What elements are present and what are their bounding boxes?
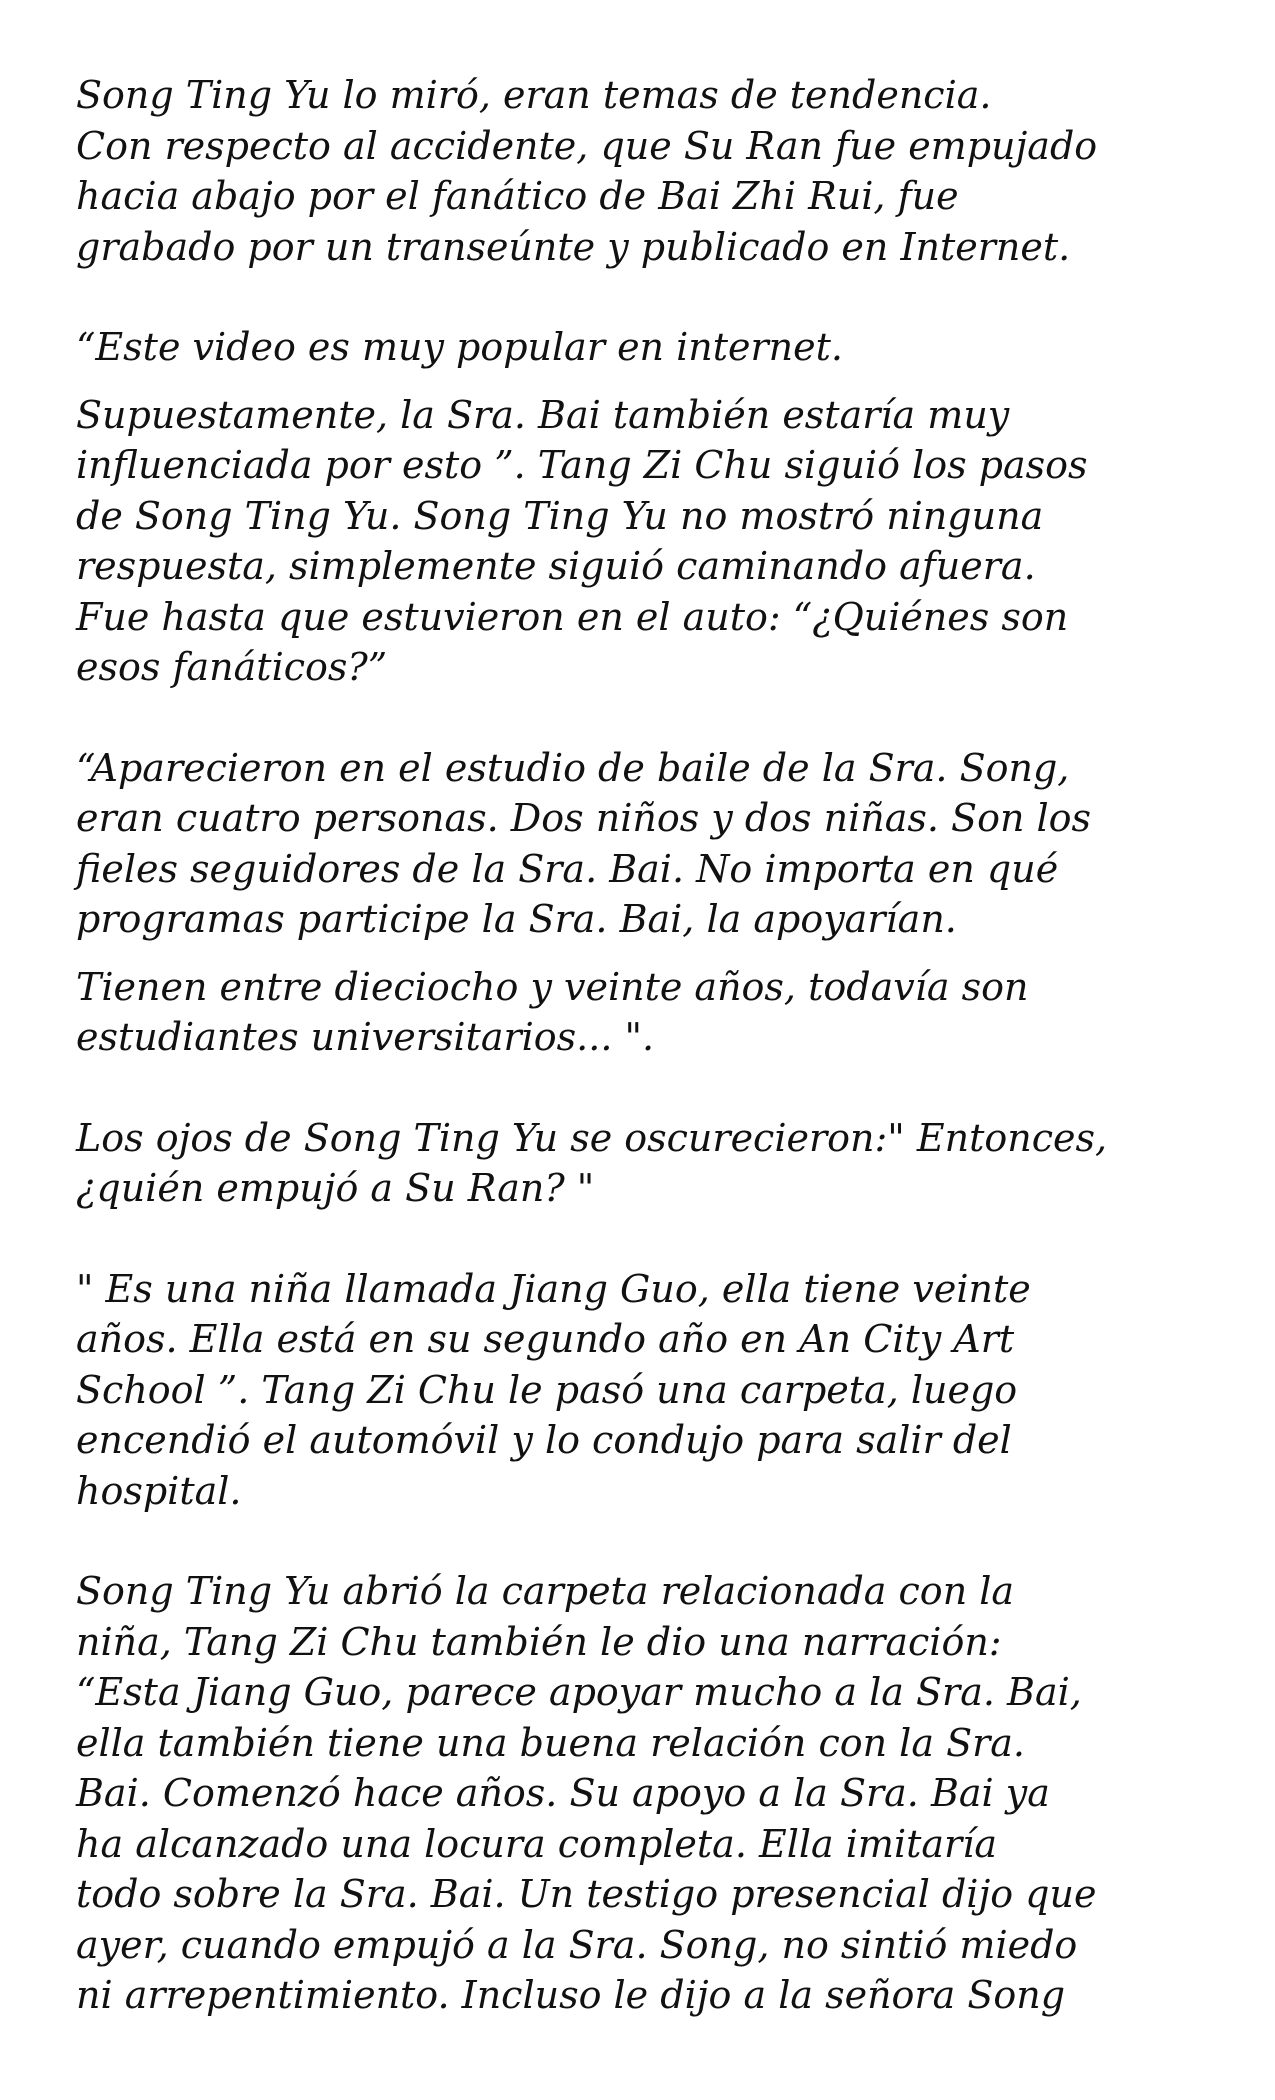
text-line: School ”. Tang Zi Chu le pasó una carpeta, luego (76, 1367, 1018, 1412)
text-line: grabado por un transeúnte y publicado en Internet. (76, 224, 1071, 269)
paragraph-four-people (76, 743, 1215, 945)
text-line: años. Ella está en su segundo año en An City Art (76, 1317, 1015, 1361)
text-line: de Song Ting Yu. Song Ting Yu no mostró ninguna (76, 493, 1044, 538)
text-line: “Este video es muy popular en internet. (76, 325, 843, 369)
text-line: ayer, cuando empujó a la Sra. Song, no sintió miedo (76, 1922, 1078, 1967)
text-line: Supuestamente, la Sra. Bai también estaría muy (76, 392, 1010, 437)
text-line: esos fanáticos?” (76, 645, 388, 689)
paragraph-video-popular (76, 322, 1215, 373)
text-line: “Aparecieron en el estudio de baile de la Sra. Song, (76, 745, 1070, 790)
text-line: estudiantes universitarios... ". (76, 1015, 655, 1059)
paragraph-gap (76, 1516, 1215, 1566)
text-line: hacia abajo por el fanático de Bai Zhi Rui, fue (76, 174, 959, 218)
paragraph-ages (76, 962, 1215, 1063)
text-line: " Es una niña llamada Jiang Guo, ella tiene veinte (76, 1266, 1031, 1311)
text-line: Song Ting Yu lo miró, eran temas de tendencia. (76, 73, 992, 117)
text-line: Los ojos de Song Ting Yu se oscurecieron:" Entonces, (76, 1115, 1108, 1160)
text-line: ni arrepentimiento. Incluso le dijo a la señora Song (76, 1973, 1066, 2017)
text-line: encendió el automóvil y lo condujo para salir del (76, 1418, 1012, 1462)
text-line: fieles seguidores de la Sra. Bai. No importa en qué (76, 846, 1059, 891)
text-line: Bai. Comenzó hace años. Su apoyo a la Sra. Bai ya (76, 1771, 1050, 1815)
paragraph-gap (76, 1063, 1215, 1113)
text-line: niña, Tang Zi Chu también le dio una narración: (76, 1619, 1002, 1664)
paragraph-folder-narration (76, 1566, 1215, 2021)
text-line: ¿quién empujó a Su Ran? " (76, 1166, 595, 1210)
text-line: Song Ting Yu abrió la carpeta relacionada con la (76, 1569, 1015, 1613)
paragraph-who-pushed (76, 1113, 1215, 1214)
text-line: todo sobre la Sra. Bai. Un testigo presencial dijo que (76, 1872, 1097, 1916)
paragraph-gap (76, 693, 1215, 743)
paragraph-gap (76, 272, 1215, 322)
paragraph-fans-question (76, 390, 1215, 693)
text-line: “Esta Jiang Guo, parece apoyar mucho a la Sra. Bai, (76, 1670, 1082, 1714)
paragraph-gap (76, 373, 1215, 390)
text-line: ha alcanzado una locura completa. Ella imitaría (76, 1821, 998, 1866)
text-line: eran cuatro personas. Dos niños y dos niñas. Son los (76, 796, 1092, 840)
paragraph-jiang-guo (76, 1264, 1215, 1517)
text-line: influenciada por esto ”. Tang Zi Chu siguió los pasos (76, 443, 1088, 487)
text-line: respuesta, simplemente siguió caminando afuera. (76, 544, 1036, 588)
paragraph-gap (76, 1214, 1215, 1264)
text-line: Tienen entre dieciocho y veinte años, todavía son (76, 964, 1029, 1009)
text-line: hospital. (76, 1468, 242, 1513)
text-line: programas participe la Sra. Bai, la apoyarían. (76, 897, 957, 941)
paragraph-gap (76, 945, 1215, 962)
paragraph-trending (76, 70, 1215, 272)
text-line: ella también tiene una buena relación con la Sra. (76, 1720, 1025, 1765)
text-line: Con respecto al accidente, que Su Ran fue empujado (76, 123, 1098, 168)
text-line: Fue hasta que estuvieron en el auto: “¿Quiénes son (76, 594, 1069, 639)
